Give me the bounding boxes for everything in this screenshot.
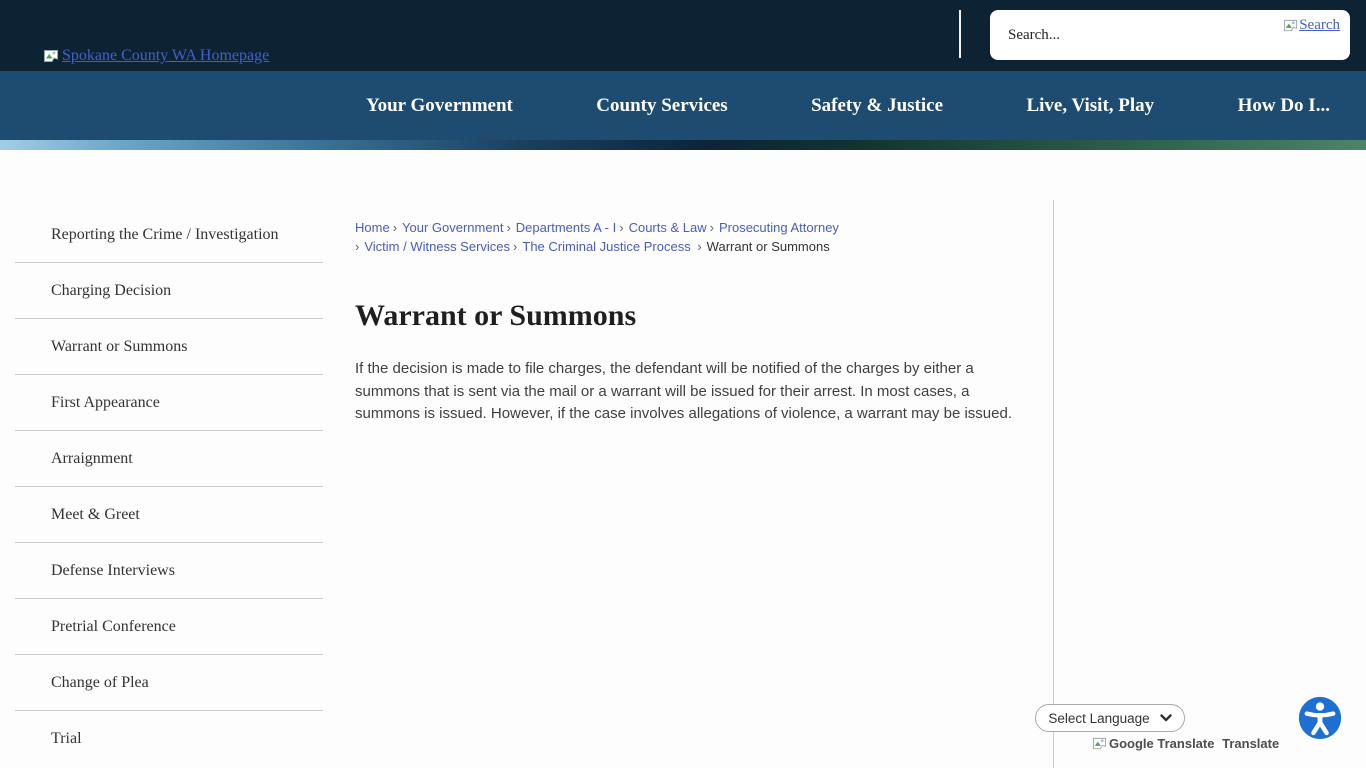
google-translate-link[interactable]: Translate	[1222, 736, 1280, 751]
nav-item[interactable]: Safety & Justice	[811, 94, 944, 116]
breadcrumb-link[interactable]: Home	[355, 220, 390, 235]
breadcrumb-separator: ›	[619, 220, 624, 235]
sidebar-item-link[interactable]: Charging Decision	[51, 282, 172, 299]
sidebar-item[interactable]	[15, 375, 323, 431]
breadcrumb-link[interactable]: Prosecuting Attorney	[718, 220, 839, 235]
sidebar-item[interactable]	[15, 319, 323, 375]
breadcrumb-item	[513, 237, 691, 256]
sidebar-item-link[interactable]: Pretrial Conference	[51, 618, 176, 635]
search-button-label: Search	[1299, 17, 1340, 33]
sidebar-item-link[interactable]: Arraignment	[51, 450, 133, 467]
nav-item[interactable]: County Services	[596, 94, 728, 116]
broken-image-icon	[43, 48, 59, 64]
sidebar-item[interactable]	[15, 543, 323, 599]
page-main	[0, 150, 1366, 768]
sidebar-item-link[interactable]: Meet & Greet	[51, 506, 140, 523]
sidebar-item-link[interactable]: First Appearance	[51, 394, 160, 411]
breadcrumb-item	[355, 218, 390, 237]
breadcrumb-separator: ›	[355, 239, 360, 254]
breadcrumb-item	[506, 218, 616, 237]
breadcrumb	[355, 218, 855, 256]
sidebar-item[interactable]	[15, 655, 323, 711]
sidebar-item-link[interactable]: Change of Plea	[51, 674, 149, 691]
breadcrumb-item-current	[697, 237, 829, 256]
sidebar-item-link[interactable]: Warrant or Summons	[51, 338, 188, 355]
breadcrumb-item	[619, 218, 706, 237]
header-divider	[959, 10, 961, 58]
site-header	[0, 0, 1366, 71]
site-logo-link[interactable]	[43, 47, 269, 65]
nav-item[interactable]: Live, Visit, Play	[1026, 94, 1155, 116]
language-select[interactable]	[1035, 704, 1185, 732]
page-title: Warrant or Summons	[355, 299, 637, 332]
sidebar-item-link[interactable]: Trial	[51, 730, 82, 747]
site-logo-text: Spokane County WA Homepage	[62, 47, 270, 64]
breadcrumb-item	[393, 218, 504, 237]
search-box	[990, 10, 1350, 60]
nav-item[interactable]: How Do I...	[1237, 94, 1330, 116]
sidebar-menu	[15, 207, 323, 766]
sidebar-item[interactable]	[15, 431, 323, 487]
chevron-down-icon	[1160, 714, 1172, 722]
gradient-band	[0, 140, 1366, 150]
breadcrumb-link[interactable]: Courts & Law	[628, 220, 707, 235]
breadcrumb-separator: ›	[392, 220, 398, 235]
search-input[interactable]	[990, 10, 1220, 60]
broken-image-icon	[1283, 18, 1298, 33]
page-paragraph: If the decision is made to file charges, the defendant will be notified of the charges by either a summons that is sent via the mail or a warrant will be issued for their arrest. In most cases, a summons is issued. However, if the case involves allegations of violence, a warrant may be issued.	[355, 360, 1012, 422]
breadcrumb-separator: ›	[709, 220, 714, 235]
breadcrumb-link[interactable]: Victim / Witness Services	[364, 239, 511, 254]
accessibility-icon	[1298, 696, 1342, 740]
main-navigation	[0, 71, 1366, 140]
nav-item[interactable]: Your Government	[366, 94, 513, 116]
breadcrumb-separator: ›	[506, 220, 511, 235]
breadcrumb-current: Warrant or Summons	[706, 239, 830, 254]
google-translate-alt-text: Google Translate	[1109, 736, 1215, 751]
broken-image-icon	[1092, 736, 1107, 751]
language-select-label: Select Language	[1048, 710, 1150, 726]
breadcrumb-link[interactable]: Departments A - I	[515, 220, 617, 235]
sidebar-item[interactable]	[15, 599, 323, 655]
content-area	[355, 218, 1015, 426]
accessibility-button[interactable]	[1298, 696, 1342, 740]
breadcrumb-link[interactable]: Your Government	[402, 220, 504, 235]
sidebar-item-link[interactable]: Defense Interviews	[51, 562, 175, 579]
sidebar-item[interactable]	[15, 207, 323, 263]
breadcrumb-item	[710, 218, 839, 237]
breadcrumb-separator: ›	[513, 239, 518, 254]
breadcrumb-item	[355, 237, 510, 256]
sidebar-item[interactable]	[15, 263, 323, 319]
sidebar-item[interactable]	[15, 487, 323, 543]
sidebar-item[interactable]	[15, 711, 323, 766]
search-button[interactable]	[1283, 17, 1340, 34]
breadcrumb-separator: ›	[697, 239, 702, 254]
sidebar-item-link[interactable]: Reporting the Crime / Investigation	[51, 226, 279, 243]
breadcrumb-link[interactable]: The Criminal Justice Process	[522, 239, 691, 254]
content-divider	[1053, 200, 1054, 768]
google-translate-widget	[1092, 736, 1279, 751]
